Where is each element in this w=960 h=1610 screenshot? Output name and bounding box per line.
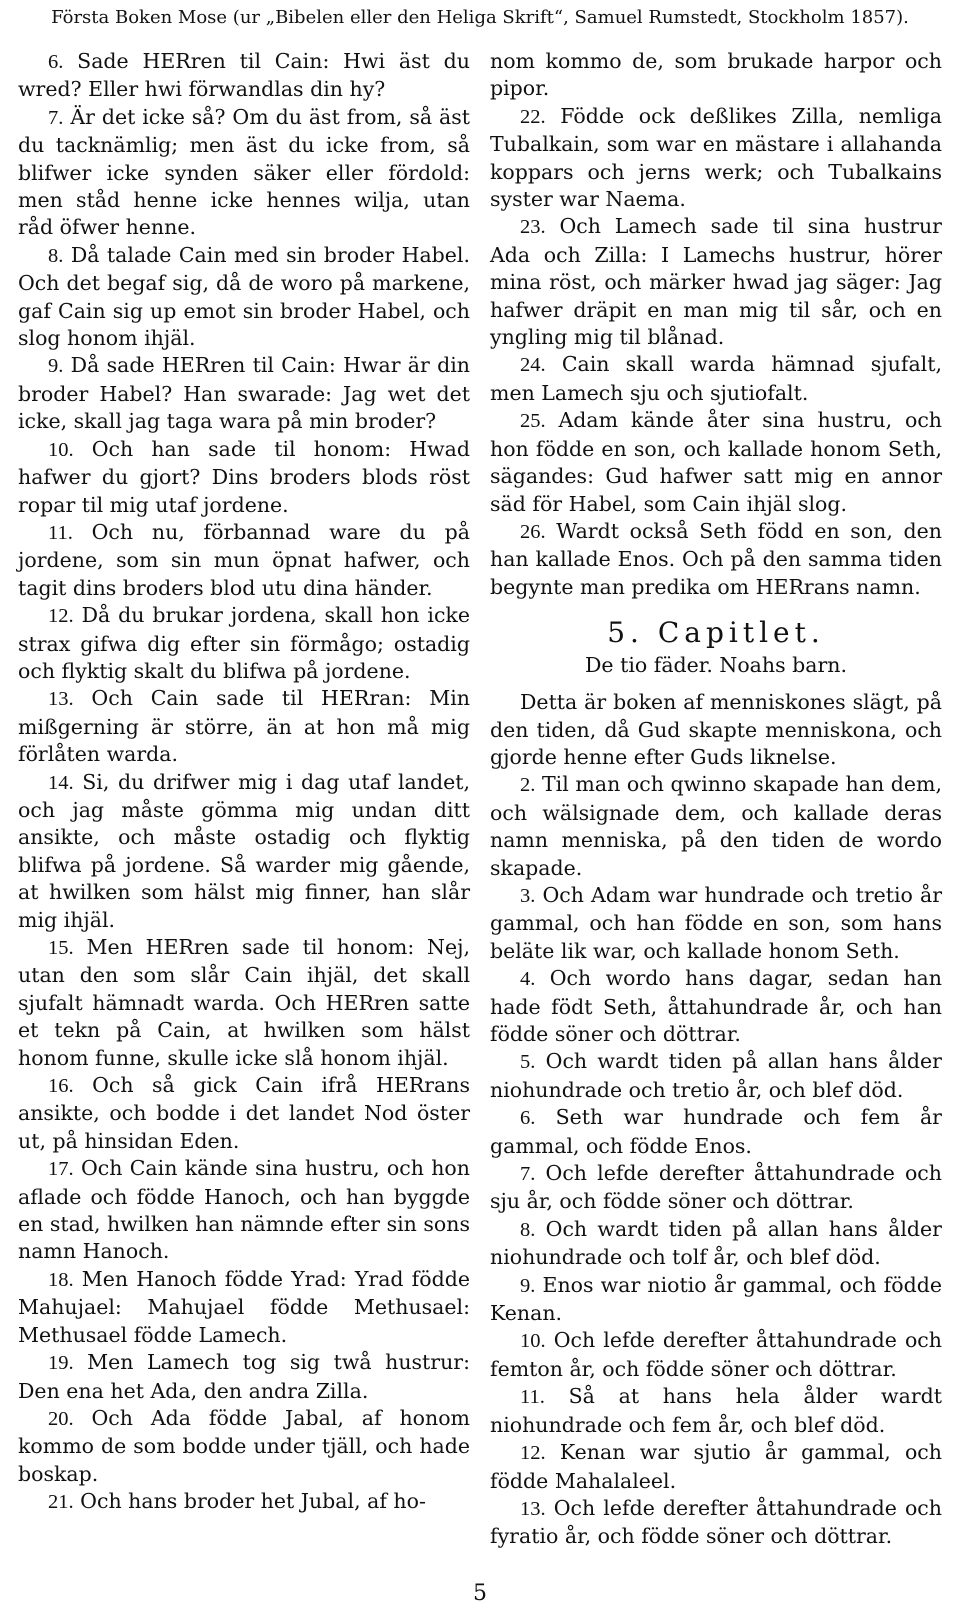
verse-text: Och nu, förbannad ware du på jordene, som sin mun öpnat hafwer, och tagit dins broders blod utu dina händer. — [18, 519, 470, 600]
verse-number: 6. — [48, 51, 64, 73]
verse-number: 11. — [520, 1386, 545, 1409]
left-column — [18, 48, 470, 1517]
verse-number: 4. — [520, 968, 536, 991]
verse-text: Då du brukar jordena, skall hon icke strax gifwa dig efter sin förmågo; ostadig och flyktig skalt du blifwa på jordene. — [18, 603, 470, 683]
verse-number: 8. — [520, 1218, 536, 1241]
verse-text: Men Hanoch födde Yrad: Yrad födde Mahujael: Mahujael födde Methusael: Methusael födde Lamech. — [18, 1266, 470, 1347]
verse — [18, 1488, 470, 1516]
verse — [490, 1216, 942, 1272]
verse-text: Och Cain sade til HERran: Min mißgerning är större, än at hon må mig förlåten warda. — [18, 686, 470, 767]
verse-text: Och Cain kände sina hustru, och hon aflade och födde Hanoch, och han byggde en stad, hwilken han nämnde efter sin sons namn Hanoch. — [18, 1156, 470, 1264]
verse-number: 19. — [48, 1352, 74, 1375]
verse — [490, 1383, 942, 1439]
verse — [18, 1155, 470, 1266]
verse-text: Seth war hundrade och fem år gammal, och födde Enos. — [490, 1105, 942, 1158]
verse-text: nom kommo de, som brukade harpor och pipor. — [490, 49, 942, 101]
verse — [490, 1439, 942, 1495]
verse-number: 13. — [520, 1497, 546, 1520]
verse-text: Är det icke så? Om du äst from, så äst du tacknämlig; men äst du icke from, så blifwer icke synden säker eller fördold: men ståd henne icke hennes wilja, utan råd öfwer henne. — [18, 104, 470, 240]
verse-text: Och lefde derefter åttahundrade och fyratio år, och födde söner och döttrar. — [490, 1495, 942, 1549]
verse-number: 10. — [520, 1330, 546, 1353]
verse-number: 25. — [520, 410, 546, 433]
right-column-verses-ch4 — [490, 48, 942, 601]
verse-number: 15. — [48, 937, 74, 959]
verse-text: Sade HERren til Cain: Hwi äst du wred? Eller hwi förwandlas din hy? — [18, 49, 470, 102]
verse — [490, 965, 942, 1048]
verse — [490, 882, 942, 965]
verse — [490, 351, 942, 407]
verse-text: Men HERren sade til honom: Nej, utan den som slår Cain ihjäl, det skall sjufalt hämnadt warda. Och HERren satte et tekn på Cain, at hwilken som hälst honom funne, skulle icke slå honom ihjäl. — [18, 935, 470, 1070]
verse-number: 9. — [520, 1274, 536, 1297]
verse — [18, 519, 470, 602]
verse-text: Och Ada födde Jabal, af honom kommo de som bodde under tjäll, och hade boskap. — [18, 1405, 470, 1486]
verse-text: Til man och qwinno skapade han dem, och wälsignade dem, och kallade deras namn menniska, på den tiden de wordo skapade. — [490, 772, 942, 880]
verse-number: 2. — [520, 774, 536, 797]
verse-number: 22. — [520, 105, 546, 128]
verse-number: 5. — [520, 1051, 536, 1074]
verse-text: Och hans broder het Jubal, af ho- — [80, 1489, 426, 1514]
verse-number: 17. — [48, 1158, 74, 1181]
verse-text: Detta är boken af menniskones slägt, på den tiden, då Gud skapte menniskona, och gjorde henne efter Guds liknelse. — [490, 690, 942, 769]
verse — [490, 1104, 942, 1160]
verse — [490, 1327, 942, 1383]
verse — [490, 771, 942, 882]
verse — [490, 1048, 942, 1104]
verse — [18, 602, 470, 685]
verse-text: Och Lamech sade til sina hustrur Ada och Zilla: I Lamechs hustrur, hörer mina röst, och märker hwad jag säger: Jag hafwer dräpit en man mig til sår, och en yngling mig til blånad. — [490, 214, 942, 350]
verse-text: Då talade Cain med sin broder Habel. Och det begaf sig, då de woro på markene, gaf Cain sig up emot sin broder Habel, och slog honom ihjäl. — [18, 242, 470, 351]
verse-text: Så at hans hela ålder wardt niohundrade och fem år, och blef död. — [490, 1384, 942, 1437]
verse — [18, 934, 470, 1072]
verse-text: Si, du drifwer mig i dag utaf landet, och jag måste gömma mig undan ditt ansikte, och måste ostadig och flyktig blifwa på jordene. Så warder mig gående, at hwilken som hälst mig finner, han slår mig ihjäl. — [18, 769, 470, 932]
verse — [18, 436, 470, 519]
verse — [490, 407, 942, 518]
verse-number: 24. — [520, 354, 546, 377]
verse — [490, 103, 942, 214]
verse-text: Och lefde derefter åttahundrade och sju år, och födde söner och döttrar. — [490, 1161, 942, 1214]
verse-number: 7. — [520, 1163, 536, 1186]
verse-number: 23. — [520, 216, 546, 239]
chapter-subtitle: De tio fäder. Noahs barn. — [585, 653, 847, 678]
verse — [18, 1349, 470, 1405]
verse-text: Adam kände åter sina hustru, och hon födde en son, och kallade honom Seth, sägandes: Gud hafwer satt mig en annor säd för Habel, som Cain ihjäl slog. — [490, 408, 942, 516]
verse-number: 6. — [520, 1107, 536, 1130]
verse-number: 11. — [48, 521, 73, 544]
verse-number: 12. — [48, 605, 74, 628]
verse-number: 26. — [520, 520, 546, 543]
verse-number: 10. — [48, 438, 74, 461]
verse — [18, 352, 470, 435]
verse — [18, 685, 470, 768]
verse-text: Och wardt tiden på allan hans ålder niohundrade och tretio år, och blef död. — [490, 1049, 942, 1102]
verse — [490, 1272, 942, 1328]
verse — [18, 1266, 470, 1349]
right-column — [490, 48, 942, 1551]
verse — [490, 48, 942, 103]
verse — [490, 689, 942, 771]
verse-number: 9. — [48, 355, 64, 378]
verse-text: Och så gick Cain ifrå HERrans ansikte, och bodde i det landet Nod öster ut, på hinsidan Eden. — [18, 1073, 470, 1153]
verse-text: Och lefde derefter åttahundrade och femton år, och födde söner och döttrar. — [490, 1328, 942, 1381]
verse-text: Och wardt tiden på allan hans ålder niohundrade och tolf år, och blef död. — [490, 1216, 942, 1270]
verse-text: Då sade HERren til Cain: Hwar är din broder Habel? Han swarade: Jag wet det icke, skall jag taga wara på min broder? — [18, 353, 470, 434]
verse-number: 14. — [48, 771, 74, 794]
chapter-title: 5. Capitlet. — [607, 616, 825, 650]
verse — [490, 1495, 942, 1551]
verse — [18, 769, 470, 934]
verse — [18, 242, 470, 353]
verse-number: 18. — [48, 1268, 74, 1291]
verse-number: 3. — [520, 884, 536, 907]
verse — [490, 518, 942, 601]
verse-text: Enos war niotio år gammal, och födde Kenan. — [490, 1272, 942, 1326]
verse-text: Wardt också Seth född en son, den han kallade Enos. Och på den samma tiden begynte man predika om HERrans namn. — [490, 518, 942, 599]
verse-number: 7. — [48, 106, 64, 129]
verse-number: 13. — [48, 688, 74, 711]
verse-text: Men Lamech tog sig twå hustrur: Den ena het Ada, den andra Zilla. — [18, 1350, 470, 1403]
verse-text: Och Adam war hundrade och tretio år gammal, och han födde en son, som hans beläte lik war, och kallade honom Seth. — [490, 882, 942, 963]
verse — [18, 1405, 470, 1488]
verse — [18, 48, 470, 104]
right-column-verses-ch5 — [490, 689, 942, 1551]
verse — [490, 1160, 942, 1216]
verse-number: 8. — [48, 244, 64, 267]
verse-number: 21. — [48, 1491, 74, 1514]
verse-number: 16. — [48, 1075, 74, 1098]
verse-text: Och han sade til honom: Hwad hafwer du gjort? Dins broders blods röst ropar til mig utaf jordene. — [18, 436, 470, 517]
verse-number: 12. — [520, 1442, 546, 1465]
verse-text: Födde ock deßlikes Zilla, nemliga Tubalkain, som war en mästare i allahanda koppars och jerns werk; och Tubalkains syster war Naema. — [490, 103, 942, 212]
page-number: 5 — [473, 1581, 487, 1606]
verse — [18, 1072, 470, 1155]
verse-text: Cain skall warda hämnad sjufalt, men Lamech sju och sjutiofalt. — [490, 352, 942, 405]
page-header: Första Boken Mose (ur „Bibelen eller den Heliga Skrift“, Samuel Rumstedt, Stockholm 1857). — [51, 7, 909, 28]
verse-number: 20. — [48, 1407, 74, 1430]
verse-text: Och wordo hans dagar, sedan han hade födt Seth, åttahundrade år, och han födde söner och döttrar. — [490, 966, 942, 1046]
verse — [490, 213, 942, 351]
verse — [18, 104, 470, 242]
verse-text: Kenan war sjutio år gammal, och födde Mahalaleel. — [490, 1440, 942, 1493]
